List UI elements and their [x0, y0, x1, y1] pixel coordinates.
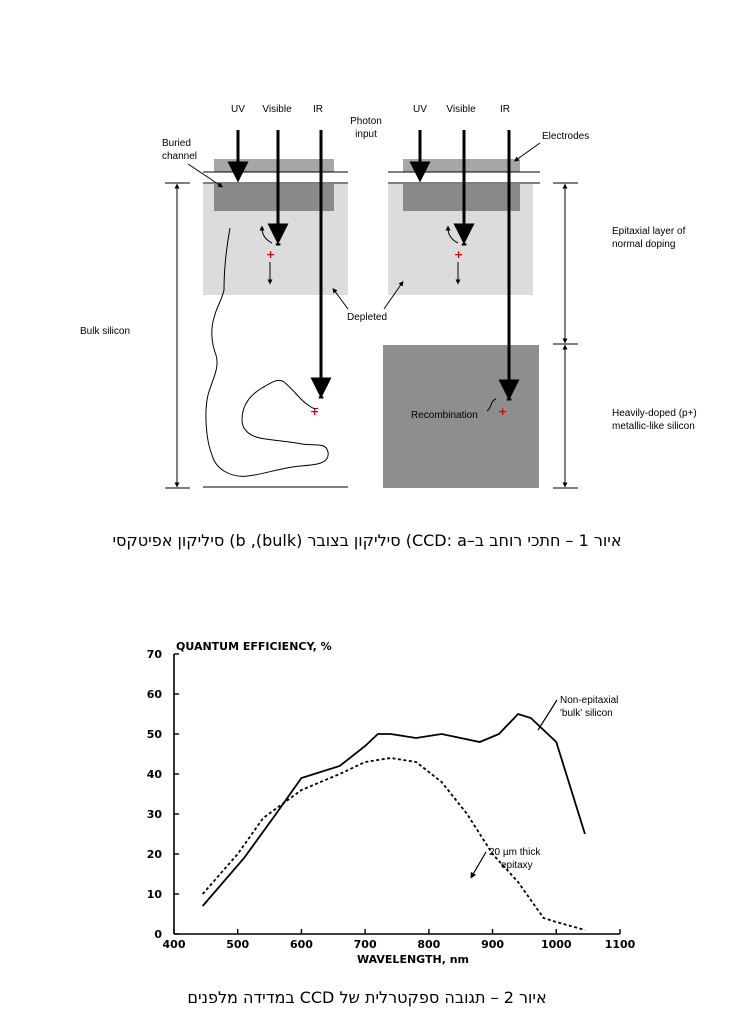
x-tick-label: 500: [226, 938, 250, 951]
buried-channel-b: [403, 184, 520, 211]
photon-input-label-2: input: [355, 129, 377, 140]
visible-label-a: Visible: [262, 104, 292, 115]
series-line-bulk: [203, 714, 585, 906]
epitaxial-layer-label-2: normal doping: [612, 239, 676, 250]
heavily-doped-label-2: metallic-like silicon: [612, 421, 695, 432]
visible-label-b: Visible: [446, 104, 476, 115]
y-tick-label: 70: [146, 648, 162, 661]
electron-recomb-b: -: [506, 390, 513, 408]
x-tick-label: 800: [417, 938, 441, 951]
buried-channel-a: [214, 184, 334, 211]
ir-label-b: IR: [500, 104, 510, 115]
y-tick-label: 20: [146, 848, 162, 861]
uv-label-a: UV: [231, 104, 245, 115]
hole-recomb-b: +: [498, 405, 508, 418]
x-tick-label: 400: [162, 938, 186, 951]
ir-label-a: IR: [313, 104, 323, 115]
epi-annotation-2: epitaxy: [501, 860, 533, 871]
heavily-doped-label-1: Heavily-doped (p+): [612, 408, 697, 419]
buried-channel-label-1: Buried: [162, 138, 191, 149]
electron-b: -: [461, 235, 468, 253]
buried-channel-label-2: channel: [162, 151, 198, 162]
y-tick-label: 0: [154, 928, 162, 941]
epi-annotation-1: 20 µm thick: [489, 847, 541, 858]
electron-deep-a: -: [318, 388, 325, 406]
uv-label-b: UV: [413, 104, 427, 115]
recombination-label: Recombination: [411, 410, 478, 421]
bulk-annotation-2: 'bulk' silicon: [560, 708, 613, 719]
hole-b: +: [454, 248, 464, 261]
quantum-efficiency-chart: [0, 620, 734, 1020]
x-tick-label: 1100: [604, 938, 636, 951]
bulk-annotation-1: Non-epitaxial: [560, 695, 619, 706]
electron-a: -: [275, 235, 282, 253]
electrode-a: [214, 159, 334, 172]
y-tick-label: 30: [146, 808, 162, 821]
figure-2-caption: איור 2 – תגובה ספקטרלית של CCD במדידה מלפנים: [187, 988, 547, 1007]
epitaxial-layer-label-1: Epitaxial layer of: [612, 226, 686, 237]
x-tick-label: 900: [481, 938, 505, 951]
depleted-label: Depleted: [347, 312, 388, 323]
figure-1-caption: איור 1 – חתכי רוחב ב–CCD: a) סיליקון בצובר (bulk), b) סיליקון אפיטקסי: [112, 531, 622, 550]
y-axis-label: QUANTUM EFFICIENCY, %: [176, 640, 332, 653]
photon-input-label-1: Photon: [350, 116, 382, 127]
x-axis-label: WAVELENGTH, nm: [357, 953, 470, 966]
x-tick-label: 700: [353, 938, 377, 951]
hole-deep-a: +: [310, 405, 320, 418]
y-tick-label: 40: [146, 768, 162, 781]
bulk-silicon-label: Bulk silicon: [80, 326, 131, 337]
x-tick-label: 600: [289, 938, 313, 951]
electrodes-label: Electrodes: [542, 131, 590, 142]
y-tick-label: 50: [146, 728, 162, 741]
y-tick-label: 60: [146, 688, 162, 701]
y-tick-label: 10: [146, 888, 162, 901]
x-tick-label: 1000: [540, 938, 572, 951]
series-line-epitaxy: [203, 758, 585, 930]
hole-a: +: [266, 248, 276, 261]
